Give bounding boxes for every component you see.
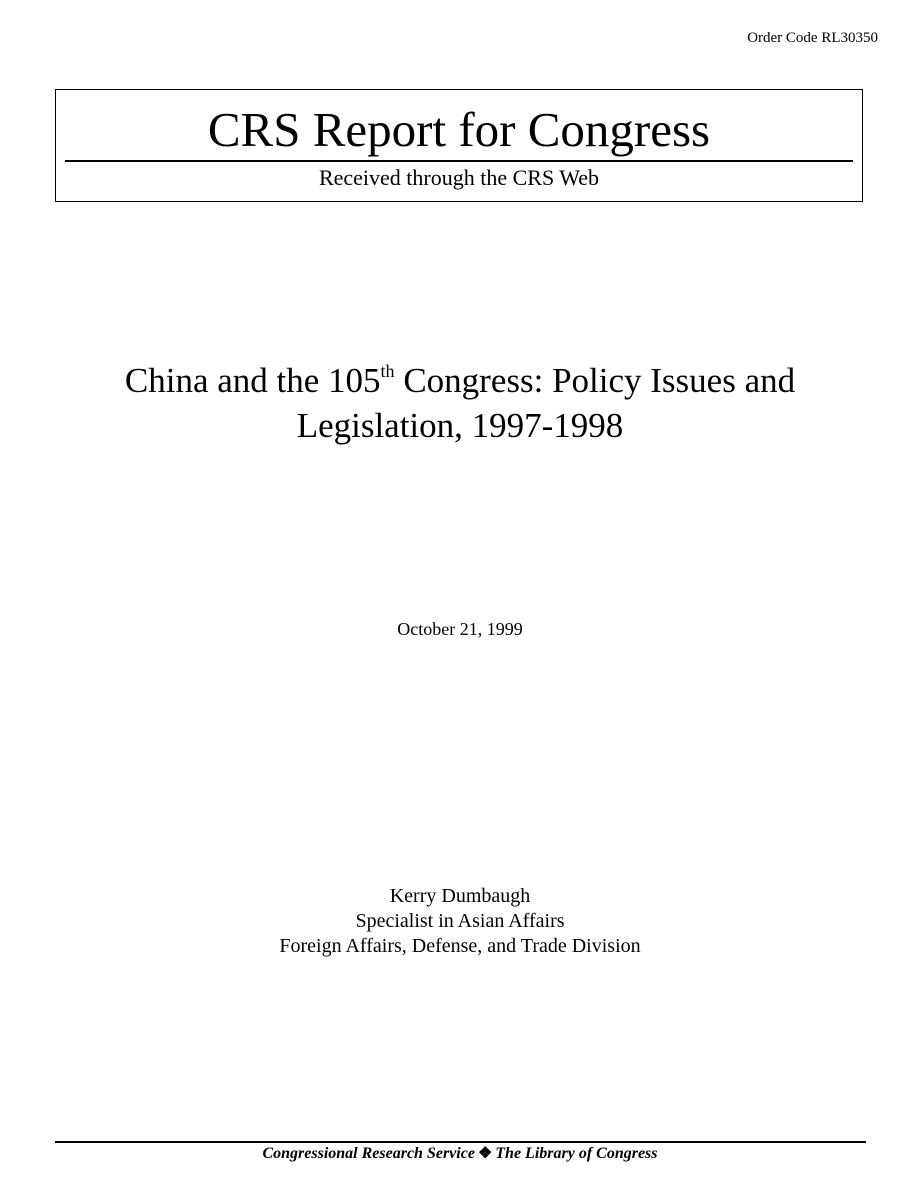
author-block xyxy=(0,884,920,959)
header-divider xyxy=(65,160,853,162)
report-title-superscript: th xyxy=(380,361,395,382)
author-division: Foreign Affairs, Defense, and Trade Division xyxy=(279,935,641,957)
report-title-line2: Legislation, 1997-1998 xyxy=(296,406,624,445)
report-title xyxy=(40,358,880,448)
author-name: Kerry Dumbaugh xyxy=(389,885,531,907)
report-date: October 21, 1999 xyxy=(397,619,523,639)
footer-library: The Library of Congress xyxy=(495,1145,658,1162)
report-title-line1-start: China and the 105 xyxy=(124,361,381,400)
order-code: Order Code RL30350 xyxy=(747,30,878,46)
footer xyxy=(0,1143,920,1165)
report-title-line1-end: Congress: Policy Issues and xyxy=(394,361,796,400)
report-header-box xyxy=(55,89,863,202)
diamond-ornament-icon: ❖ xyxy=(477,1145,493,1162)
author-position: Specialist in Asian Affairs xyxy=(355,910,565,932)
report-series-title: CRS Report for Congress xyxy=(207,102,711,157)
report-series-subtitle: Received through the CRS Web xyxy=(318,165,600,190)
footer-publisher: Congressional Research Service xyxy=(262,1145,475,1162)
